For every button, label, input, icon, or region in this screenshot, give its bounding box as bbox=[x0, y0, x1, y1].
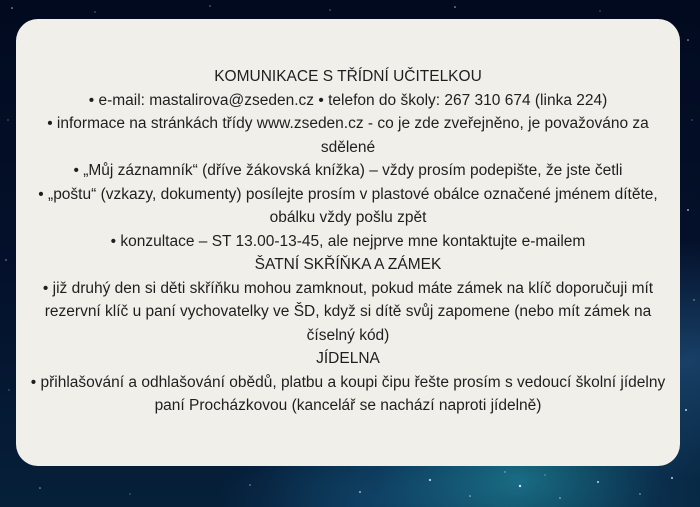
contact-line: • e-mail: mastalirova@zseden.cz • telefon do školy: 267 310 674 (linka 224) bbox=[88, 91, 608, 109]
info-card bbox=[16, 19, 680, 466]
notebook-info-line: • „Můj záznamník“ (dříve žákovská knížka) – vždy prosím podepište, že jste četli bbox=[73, 162, 623, 179]
card-content bbox=[22, 65, 674, 418]
section-heading-locker: ŠATNÍ SKŘÍŇKA A ZÁMEK bbox=[254, 256, 442, 273]
canteen-info-line: • přihlašování a odhlašování obědů, platbu a koupi čipu řešte prosím s vedoucí školní jídelny paní Procházkovou (kancelář se nachází naproti jídelně) bbox=[30, 373, 666, 414]
consultation-line: • konzultace – ST 13.00-13-45, ale nejprve mne kontaktujte e-mailem bbox=[110, 232, 586, 250]
section-heading-communication: KOMUNIKACE S TŘÍDNÍ UČITELKOU bbox=[214, 68, 482, 85]
mail-info-line: • „poštu“ (vzkazy, dokumenty) posílejte prosím v plastové obálce označené jménem dítěte, obálku vždy pošlu zpět bbox=[38, 185, 658, 226]
website-info-line: • informace na stránkách třídy www.zseden.cz - co je zde zveřejněno, je považováno za sdělené bbox=[47, 115, 649, 156]
section-heading-canteen: JÍDELNA bbox=[316, 350, 380, 367]
locker-info-line: • již druhý den si děti skříňku mohou zamknout, pokud máte zámek na klíč doporučuji mít rezervní klíč u paní vychovatelky ve ŠD, když si dítě svůj zapomene (nebo mít zámek na číselný kód) bbox=[42, 279, 654, 344]
